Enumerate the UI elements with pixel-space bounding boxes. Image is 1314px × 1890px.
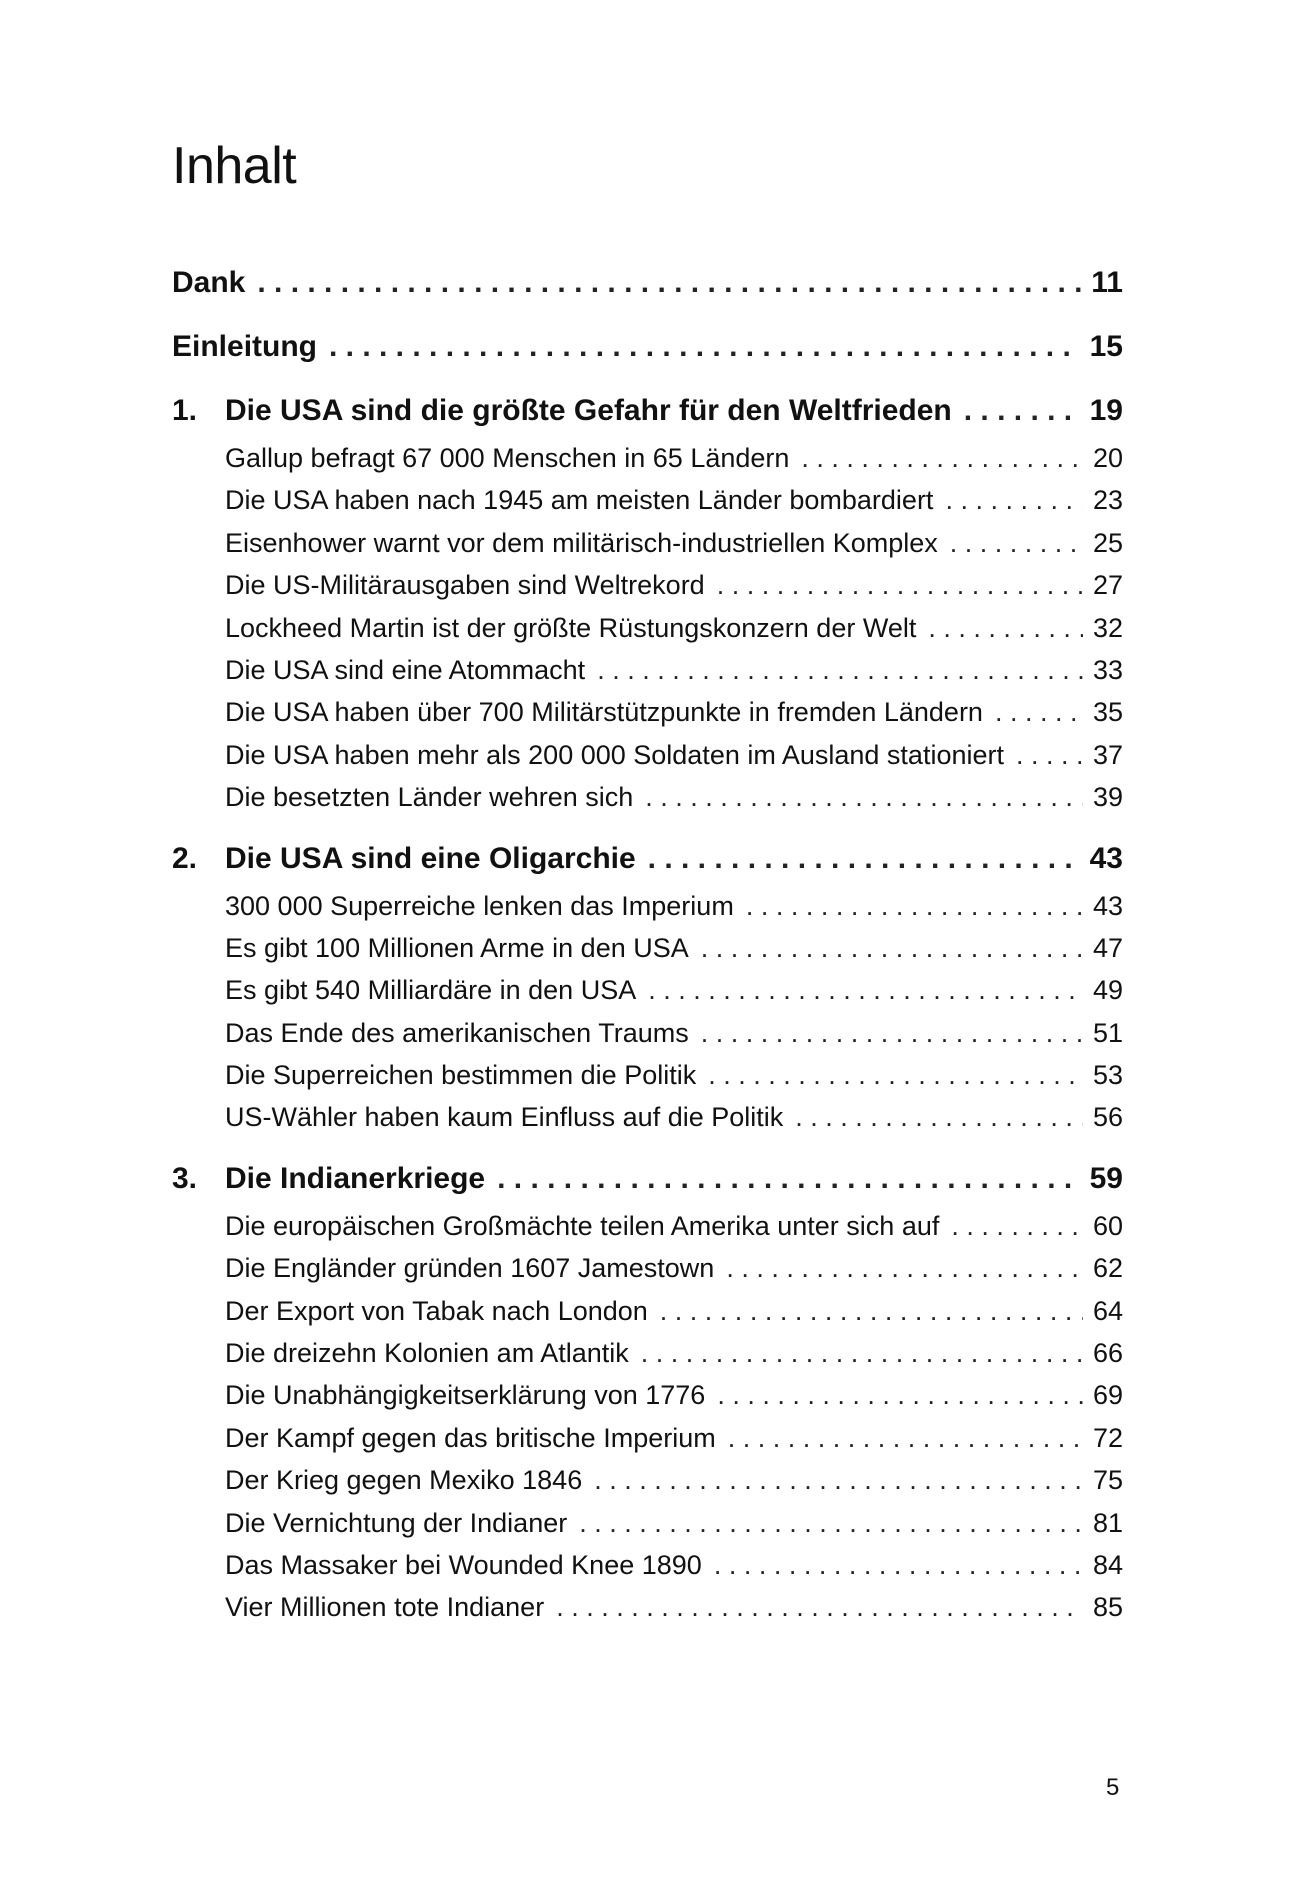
section-label: Die Vernichtung der Indianer	[225, 1507, 568, 1538]
section-label: Die USA haben mehr als 200 000 Soldaten im Ausland stationiert	[225, 739, 1004, 770]
section-label: Die dreizehn Kolonien am Atlantik	[225, 1338, 629, 1369]
toc-section	[172, 649, 1123, 691]
section-label: Vier Millionen tote Indianer	[225, 1592, 545, 1623]
section-page: 51	[1092, 1017, 1123, 1048]
section-label: 300 000 Superreiche lenken das Imperium	[225, 890, 734, 921]
toc-section	[172, 522, 1123, 564]
chapter-number: 2.	[172, 841, 198, 875]
chapter-spacer	[172, 1139, 1123, 1159]
section-page: 32	[1092, 612, 1123, 643]
section-label: Die Unabhängigkeitserklärung von 1776	[225, 1380, 706, 1411]
dot-leader	[556, 1586, 1083, 1628]
toc-chapter-heading	[172, 839, 1123, 885]
section-label: Lockheed Martin ist der größte Rüstungskonzern der Welt	[225, 612, 917, 643]
section-page: 35	[1092, 697, 1123, 728]
section-label: Die USA sind eine Atommacht	[225, 654, 586, 685]
toc-section	[172, 564, 1123, 606]
dot-leader	[801, 437, 1083, 479]
toc-section	[172, 1096, 1123, 1138]
section-page: 53	[1092, 1060, 1123, 1091]
section-page: 60	[1092, 1210, 1123, 1241]
chapter-number: 1.	[172, 394, 198, 427]
toc-section	[172, 1544, 1123, 1586]
section-page: 27	[1092, 570, 1123, 601]
section-page: 43	[1092, 890, 1123, 921]
section-page: 72	[1092, 1422, 1123, 1453]
section-page: 39	[1092, 782, 1123, 813]
toc-section	[172, 969, 1123, 1011]
toc-section	[172, 691, 1123, 733]
chapter-number: 3.	[172, 1161, 198, 1195]
section-label: US-Wähler haben kaum Einfluss auf die Politik	[225, 1102, 784, 1133]
toc-section	[172, 1054, 1123, 1096]
section-label: Es gibt 100 Millionen Arme in den USA	[225, 932, 689, 963]
toc-section	[172, 1012, 1123, 1054]
section-label: Das Ende des amerikanischen Traums	[225, 1017, 689, 1048]
chapter-title: Die USA sind die größte Gefahr für den Weltfrieden	[225, 394, 952, 427]
dot-leader	[579, 1502, 1083, 1544]
section-page: 49	[1092, 975, 1123, 1006]
section-page: 62	[1092, 1253, 1123, 1284]
toc-section	[172, 1290, 1123, 1332]
dot-leader	[728, 1417, 1083, 1459]
chapter-page: 43	[1089, 841, 1123, 875]
chapter-title: Die Indianerkriege	[225, 1161, 486, 1195]
toc-section	[172, 776, 1123, 818]
chapter-spacer	[172, 819, 1123, 839]
dot-leader	[928, 607, 1083, 649]
section-page: 20	[1092, 443, 1123, 473]
section-label: Die USA haben nach 1945 am meisten Länder bombardiert	[225, 485, 934, 516]
section-page: 66	[1092, 1338, 1123, 1369]
section-label: Die Superreichen bestimmen die Politik	[225, 1060, 697, 1091]
dot-leader	[717, 1374, 1083, 1416]
table-of-contents	[172, 263, 1123, 1629]
dot-leader	[1016, 734, 1083, 776]
section-label: Der Krieg gegen Mexiko 1846	[225, 1465, 583, 1496]
section-page: 56	[1092, 1102, 1123, 1133]
toc-entry-label: Dank	[172, 266, 246, 299]
dot-leader	[995, 691, 1083, 733]
toc-section	[172, 927, 1123, 969]
dot-leader	[714, 1544, 1083, 1586]
dot-leader	[945, 479, 1083, 521]
section-page: 81	[1092, 1507, 1123, 1538]
section-page: 75	[1092, 1465, 1123, 1496]
toc-section	[172, 1332, 1123, 1374]
dot-leader	[726, 1247, 1083, 1289]
chapter-title: Die USA sind eine Oligarchie	[225, 841, 636, 875]
toc-section	[172, 1417, 1123, 1459]
section-page: 64	[1092, 1295, 1123, 1326]
dot-leader	[950, 522, 1083, 564]
dot-leader	[701, 1012, 1083, 1054]
dot-leader	[951, 1205, 1083, 1247]
section-page: 23	[1092, 485, 1123, 516]
section-label: Die Engländer gründen 1607 Jamestown	[225, 1253, 715, 1284]
section-label: Eisenhower warnt vor dem militärisch-industriellen Komplex	[225, 527, 938, 558]
toc-section	[172, 885, 1123, 927]
toc-section	[172, 1247, 1123, 1289]
toc-entry-dank	[172, 263, 1123, 327]
section-label: Die USA haben über 700 Militärstützpunkte in fremden Ländern	[225, 697, 983, 728]
toc-chapter-heading	[172, 1159, 1123, 1205]
toc-section	[172, 607, 1123, 649]
dot-leader	[795, 1096, 1083, 1138]
dot-leader	[497, 1159, 1080, 1199]
toc-section	[172, 437, 1123, 479]
toc-section	[172, 1459, 1123, 1501]
dot-leader	[660, 1290, 1083, 1332]
section-label: Die europäischen Großmächte teilen Amerika unter sich auf	[225, 1210, 940, 1241]
dot-leader	[964, 391, 1080, 431]
toc-section	[172, 1205, 1123, 1247]
chapter-page: 59	[1089, 1161, 1123, 1195]
dot-leader	[597, 649, 1083, 691]
section-page: 47	[1092, 932, 1123, 963]
toc-section	[172, 1586, 1123, 1628]
section-page: 85	[1092, 1592, 1123, 1623]
dot-leader	[594, 1459, 1083, 1501]
dot-leader	[717, 564, 1083, 606]
toc-entry-einleitung	[172, 327, 1123, 391]
section-label: Die besetzten Länder wehren sich	[225, 782, 634, 813]
dot-leader	[648, 969, 1083, 1011]
section-label: Der Kampf gegen das britische Imperium	[225, 1422, 716, 1453]
page-title: Inhalt	[172, 137, 297, 195]
dot-leader	[708, 1054, 1083, 1096]
section-page: 84	[1092, 1549, 1123, 1580]
toc-section	[172, 1374, 1123, 1416]
dot-leader	[746, 885, 1083, 927]
toc-section	[172, 1502, 1123, 1544]
section-label: Der Export von Tabak nach London	[225, 1295, 648, 1326]
toc-section	[172, 734, 1123, 776]
dot-leader	[641, 1332, 1083, 1374]
toc-entry-label: Einleitung	[172, 330, 317, 363]
section-label: Die US-Militärausgaben sind Weltrekord	[225, 570, 705, 601]
toc-section	[172, 479, 1123, 521]
toc-chapter-heading	[172, 391, 1123, 437]
section-label: Das Massaker bei Wounded Knee 1890	[225, 1549, 702, 1580]
section-page: 25	[1092, 527, 1123, 558]
section-label: Es gibt 540 Milliardäre in den USA	[225, 975, 637, 1006]
section-page: 69	[1092, 1380, 1123, 1411]
section-page: 33	[1092, 654, 1123, 685]
section-label: Gallup befragt 67 000 Menschen in 65 Ländern	[225, 443, 790, 473]
dot-leader	[257, 263, 1081, 303]
toc-entry-page: 15	[1089, 330, 1123, 363]
dot-leader	[648, 839, 1080, 879]
page-number: 5	[1106, 1774, 1120, 1801]
toc-entry-page: 11	[1091, 266, 1123, 299]
dot-leader	[645, 776, 1083, 818]
section-page: 37	[1092, 739, 1123, 770]
dot-leader	[329, 327, 1080, 367]
dot-leader	[701, 927, 1083, 969]
chapter-page: 19	[1089, 394, 1123, 427]
